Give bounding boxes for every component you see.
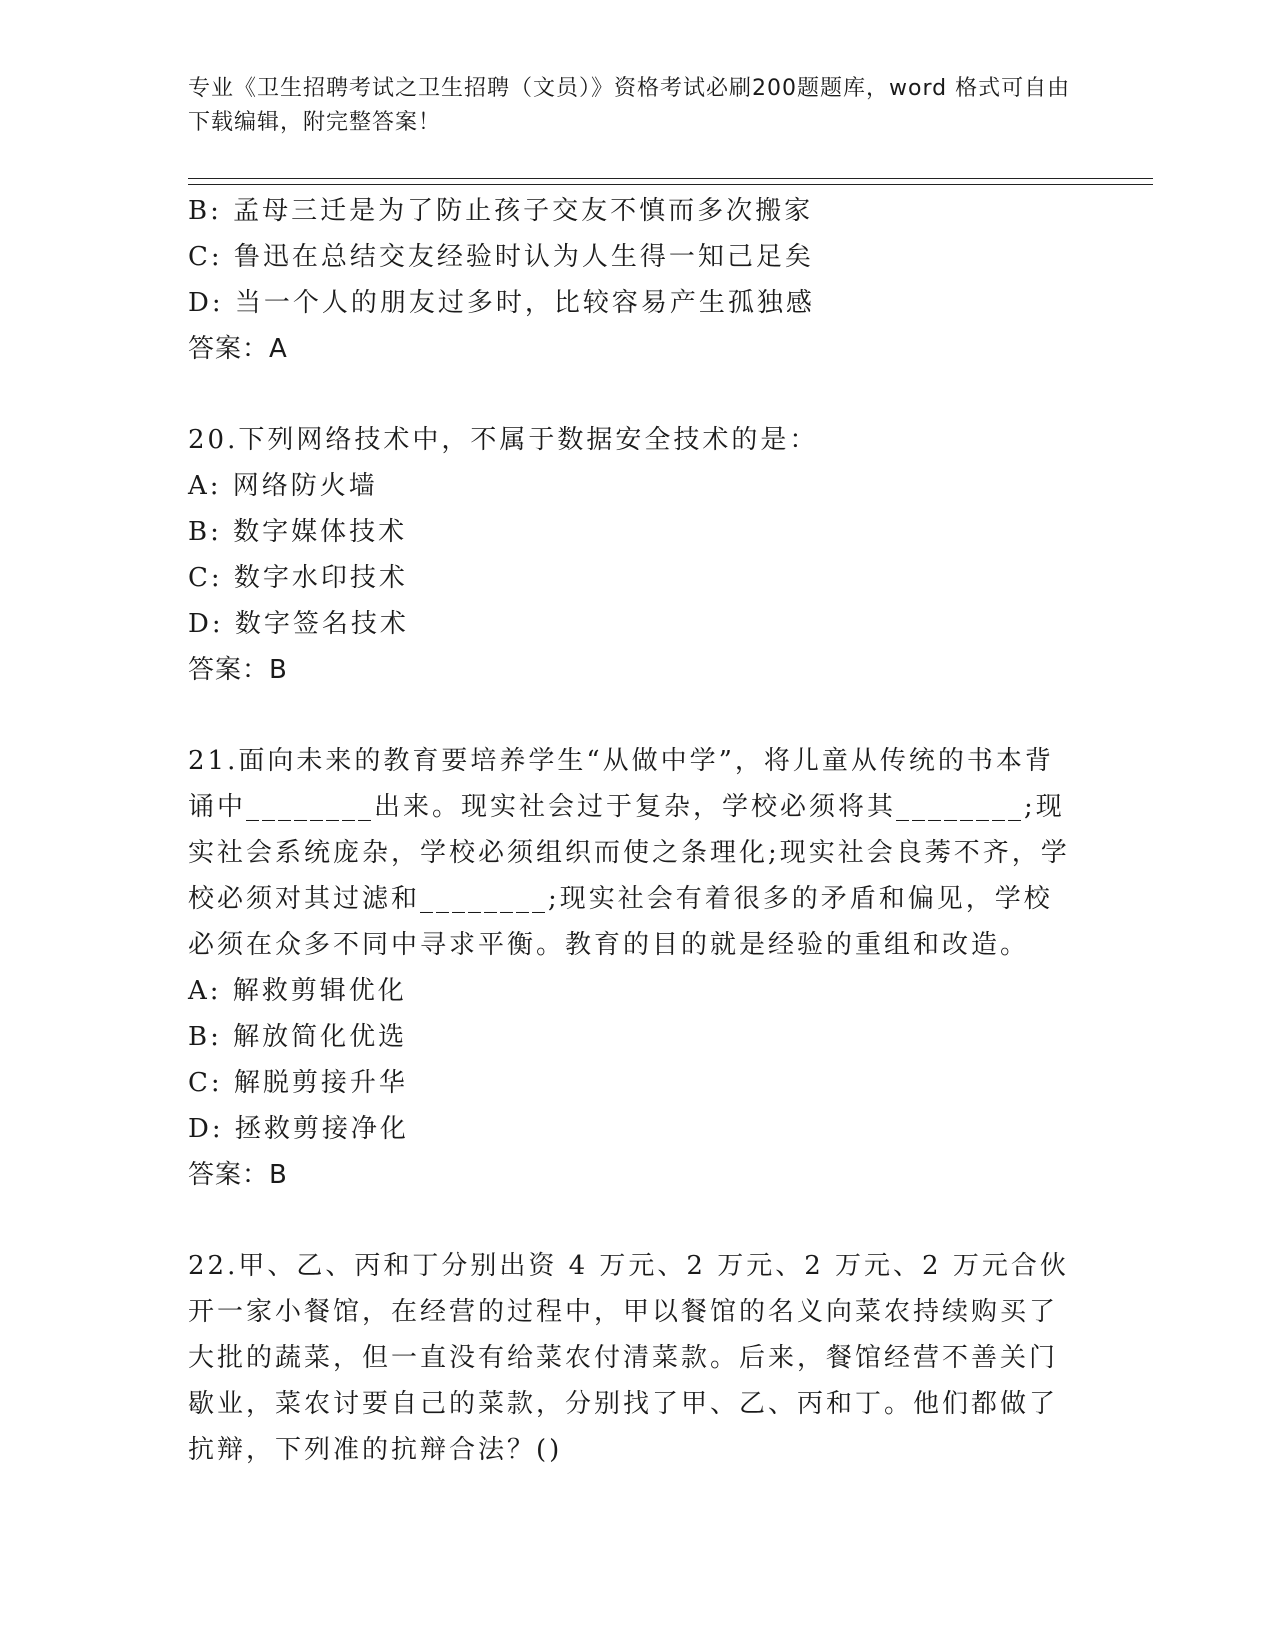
spacer (188, 693, 1088, 738)
spacer (188, 1198, 1088, 1243)
q19-option-b: B: 孟母三迁是为了防止孩子交友不慎而多次搬家 (188, 196, 814, 226)
q20-option-a: A: 网络防火墙 (188, 471, 378, 501)
q20-option-d: D: 数字签名技术 (188, 609, 409, 639)
q21-option-d: D: 拯救剪接净化 (188, 1114, 409, 1144)
q21-option-b: B: 解放简化优选 (188, 1022, 408, 1052)
document-title: 专业《卫生招聘考试之卫生招聘（文员）》资格考试必刷200题题库，word 格式可自由下载编辑，附完整答案！ (188, 76, 1071, 135)
question-21 (188, 738, 1088, 1198)
q19-answer: 答案：A (188, 334, 288, 364)
q21-question: 21.面向未来的教育要培养学生“从做中学”，将儿童从传统的书本背诵中________出来。现实社会过于复杂，学校必须将其________;现实社会系统庞杂，学校必须组织而使之条理化;现实社会良莠不齐，学校必须对其过滤和________;现实社会有着很多的矛盾和偏见，学校必须在众多不同中寻求平衡。教育的目的就是经验的重组和改造。 (188, 746, 1070, 960)
q20-answer: 答案：B (188, 655, 288, 685)
header-divider-top (188, 178, 1153, 179)
q21-option-a: A: 解救剪辑优化 (188, 976, 407, 1006)
q19-option-d: D: 当一个人的朋友过多时，比较容易产生孤独感 (188, 288, 815, 318)
question-22 (188, 1243, 1088, 1473)
q20-option-b: B: 数字媒体技术 (188, 517, 408, 547)
q20-option-c: C: 数字水印技术 (188, 563, 408, 593)
q21-option-c: C: 解脱剪接升华 (188, 1068, 408, 1098)
question-20 (188, 417, 1088, 693)
q20-question: 20.下列网络技术中，不属于数据安全技术的是： (188, 425, 819, 455)
q21-answer: 答案：B (188, 1160, 288, 1190)
q22-question: 22.甲、乙、丙和丁分别出资 4 万元、2 万元、2 万元、2 万元合伙开一家小餐馆，在经营的过程中，甲以餐馆的名义向菜农持续购买了大批的蔬菜，但一直没有给菜农付清菜款。后来，餐馆经营不善关门歇业，菜农讨要自己的菜款，分别找了甲、乙、丙和丁。他们都做了抗辩，下列准的抗辩合法？() (188, 1251, 1069, 1465)
document-body (188, 188, 1088, 1473)
document-header (188, 72, 1088, 140)
spacer (188, 372, 1088, 417)
q19-option-c: C: 鲁迅在总结交友经验时认为人生得一知己足矣 (188, 242, 814, 272)
question-19 (188, 188, 1088, 372)
header-divider-bottom (188, 184, 1153, 185)
